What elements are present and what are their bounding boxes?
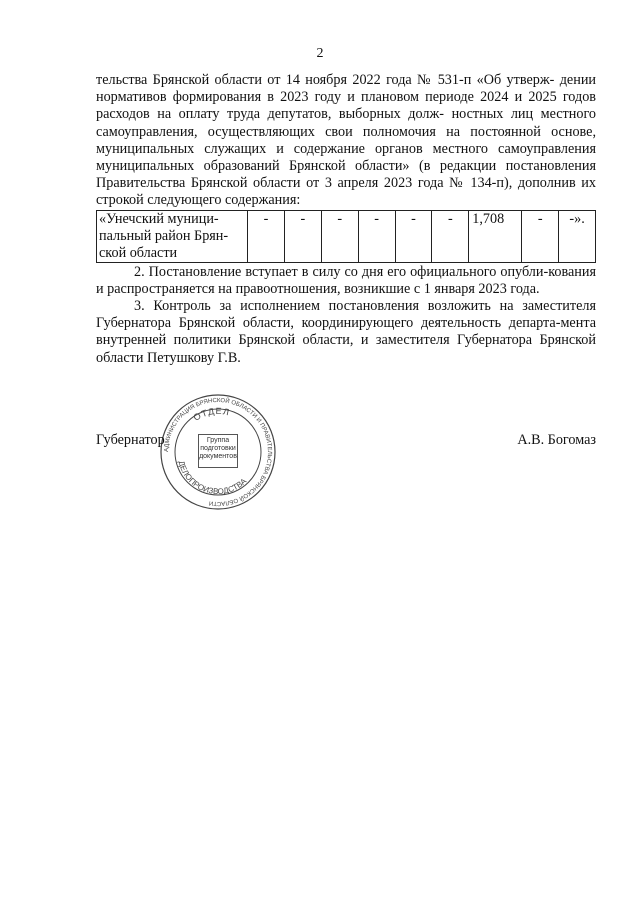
- text-line: тельства Брянской области от 14 ноября 2022 года № 531-п «Об утверж-: [96, 72, 555, 88]
- table-cell: -: [284, 210, 321, 262]
- page-number: 2: [316, 46, 324, 61]
- table-cell: -: [522, 210, 559, 262]
- stamp-center-bottom: ДЕЛОПРОИЗВОДСТВА: [176, 459, 249, 497]
- table-row: [97, 210, 596, 262]
- text-line: местного самоуправления муниципальных образований Брянской области»: [96, 140, 596, 175]
- stamp-inner-line: Группа: [206, 437, 230, 444]
- registry-stamp: [158, 392, 278, 512]
- table-cell: -».: [559, 210, 596, 262]
- stamp-center-top: ОТДЕЛ: [191, 405, 231, 423]
- stamp-inner-line: подготовки: [200, 445, 236, 452]
- signatory-name: А.В. Богомаз: [517, 432, 596, 448]
- stamp-inner-line: документов: [199, 453, 237, 460]
- paragraph-continuation: [96, 72, 596, 210]
- stamp-inner-box: [198, 434, 238, 468]
- table-cell-name: «Унечский муници-пальный район Брян-ской области: [97, 210, 248, 262]
- signatory-position: Губернатор: [96, 432, 165, 448]
- text-line: ностных лиц местного самоуправления, осуществляющих свои полномочия: [96, 106, 596, 140]
- paragraph-3: 3. Контроль за исполнением постановления возложить на заместителя Губернатора Брянской области, координирующего деятельность департа-мента внутренней политики Брянской области, и заместителя Губернатора Брянской области Петушкову Г.В.: [96, 298, 596, 366]
- table-cell: -: [321, 210, 358, 262]
- text-line: на постоянной основе, муниципальных служащих и содержание органов: [96, 123, 596, 157]
- table-cell: -: [395, 210, 432, 262]
- table-cell: -: [432, 210, 469, 262]
- text-line: 2023 года № 134-п), дополнив их строкой следующего содержания:: [96, 175, 596, 209]
- table-cell: -: [358, 210, 395, 262]
- table-cell: -: [248, 210, 285, 262]
- text-line: 2024 и 2025 годов расходов на оплату труда депутатов, выборных долж-: [96, 89, 596, 123]
- norms-table: [96, 210, 596, 263]
- text-line: дении нормативов формирования в 2023 году и плановом периоде: [96, 72, 597, 106]
- stamp-outer-text: АДМИНИСТРАЦИЯ БРЯНСКОЙ ОБЛАСТИ И ПРАВИТЕЛЬСТВА БРЯНСКОЙ ОБЛАСТИ: [163, 397, 273, 507]
- document-body: [96, 72, 596, 367]
- table-cell-value: 1,708: [469, 210, 522, 262]
- text-line: (в редакции постановления Правительства Брянской области от 3 апреля: [96, 158, 596, 192]
- paragraph-2: 2. Постановление вступает в силу со дня его официального опубли-кования и распространяется на правоотношения, возникшие с 1 января 2023 года.: [96, 263, 596, 297]
